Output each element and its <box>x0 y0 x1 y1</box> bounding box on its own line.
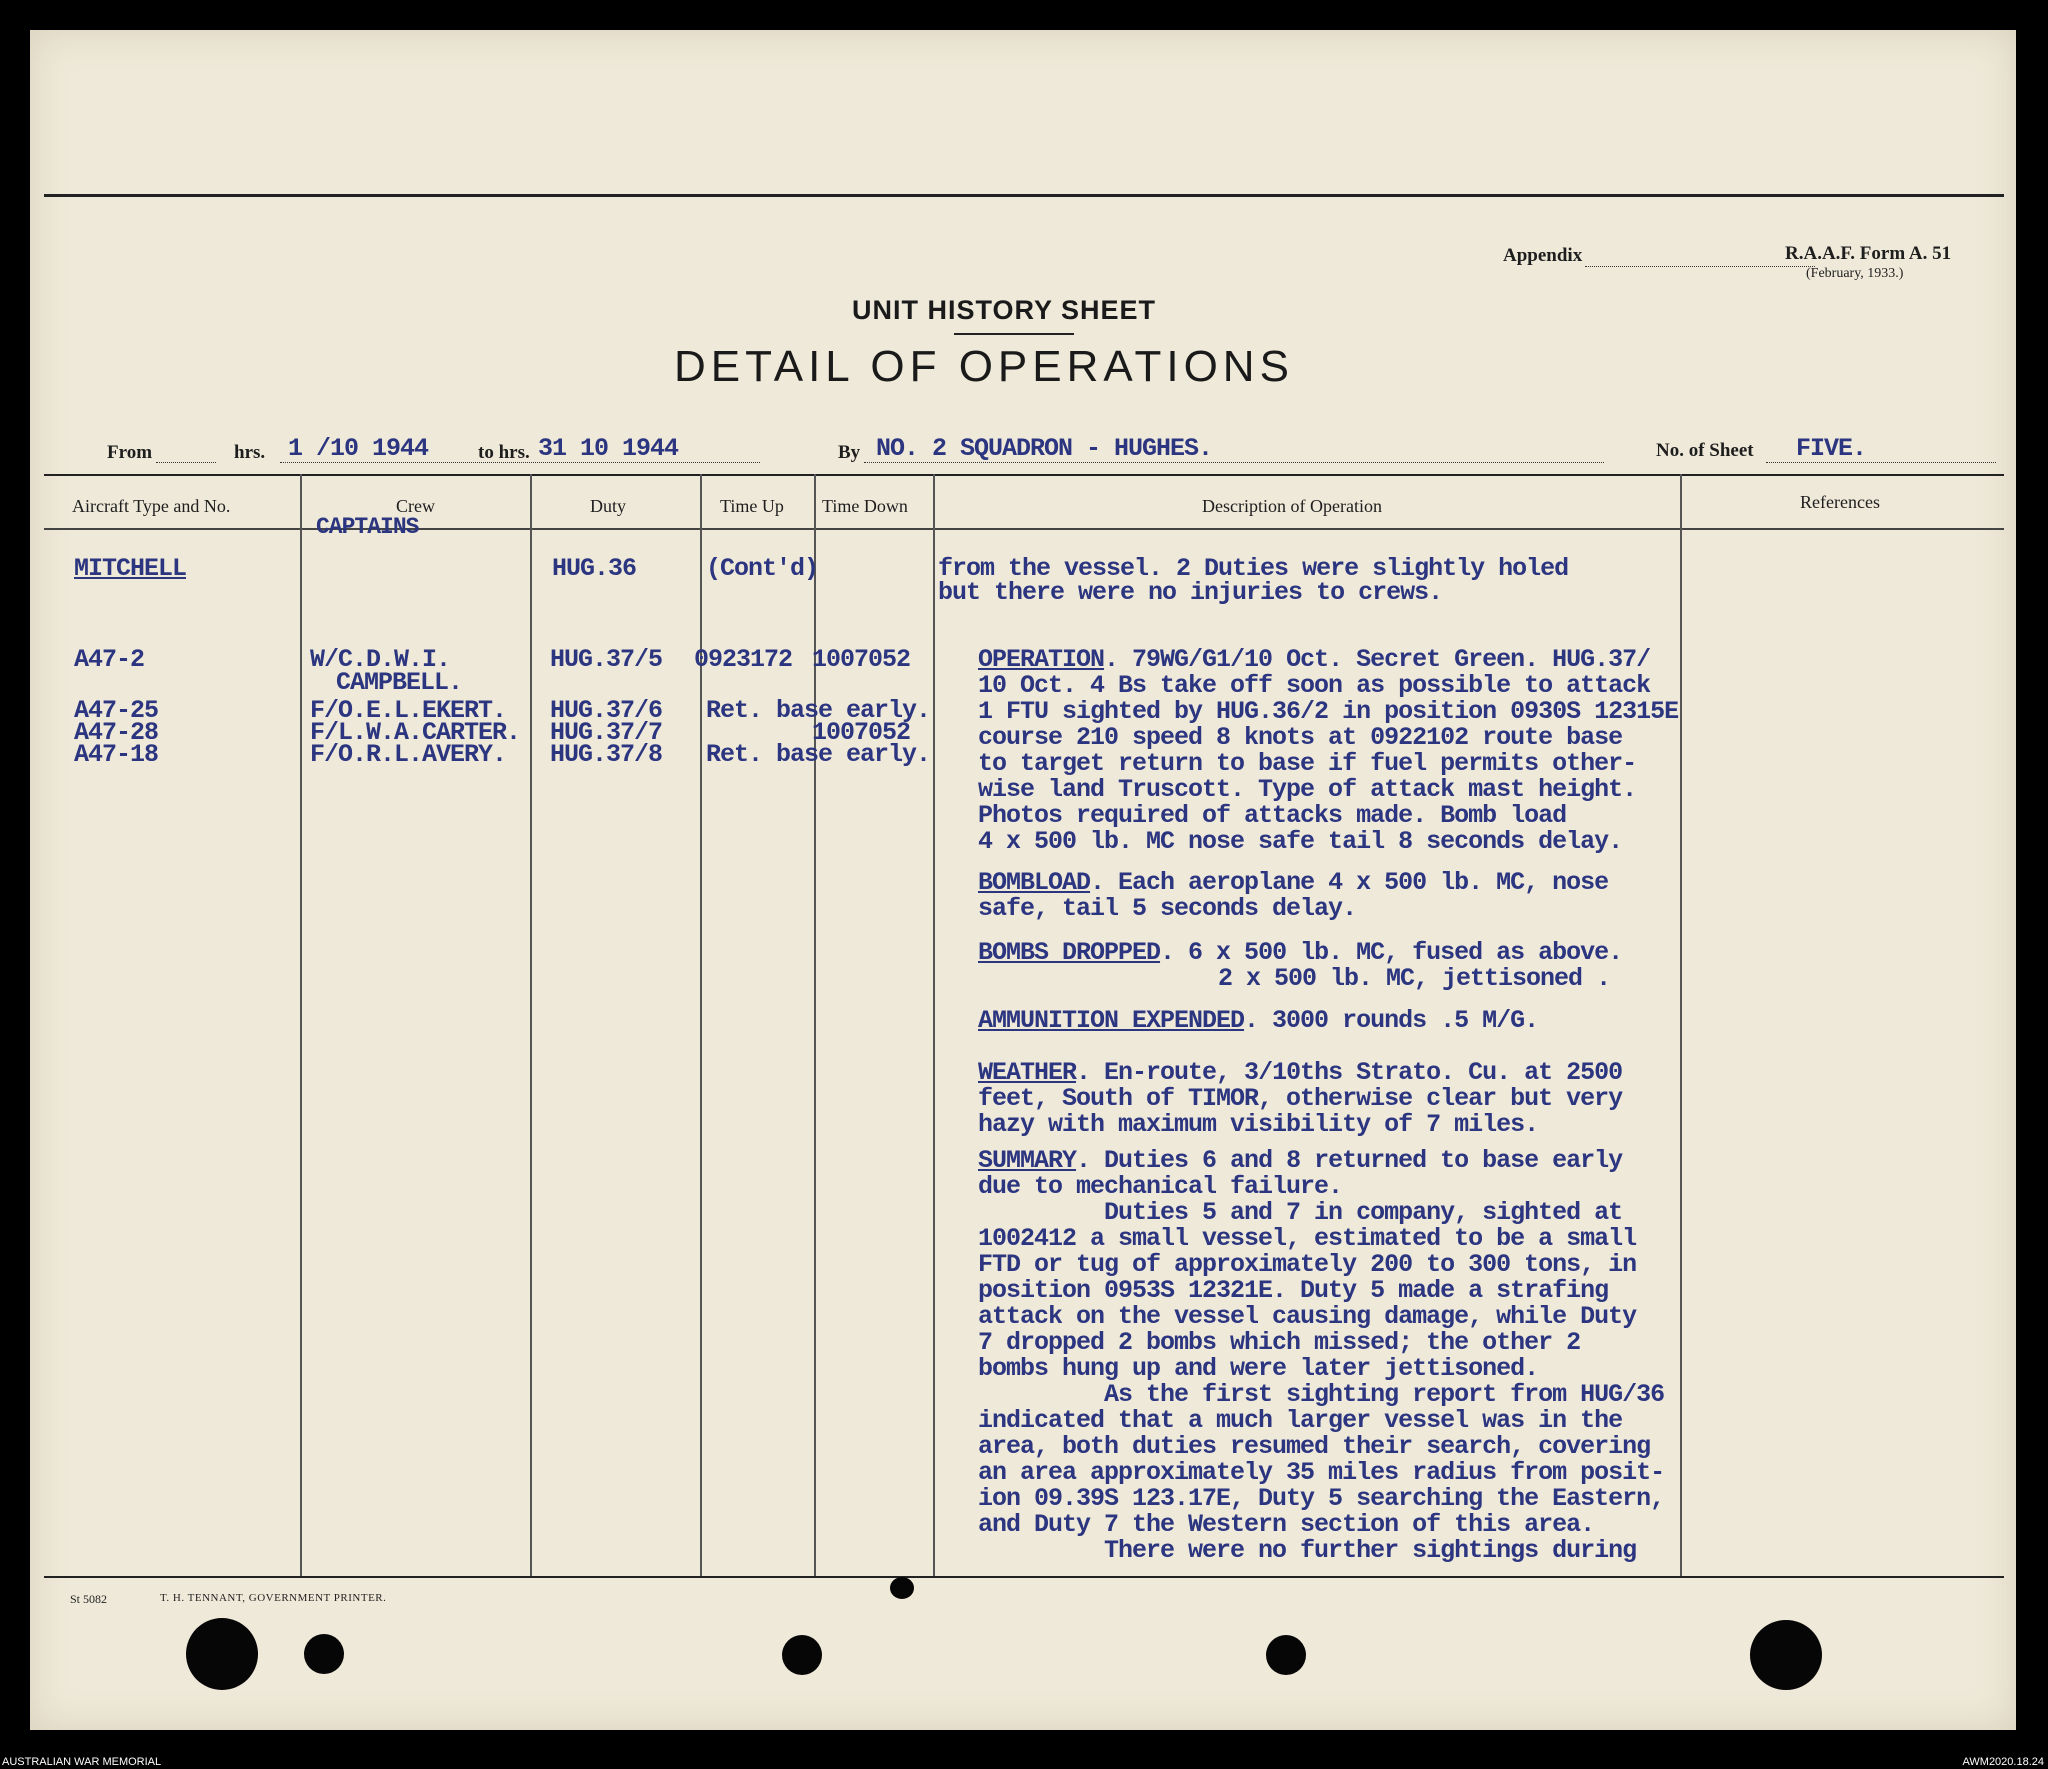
printer-line: T. H. TENNANT, GOVERNMENT PRINTER. <box>160 1592 387 1604</box>
row-a2-time-up: Ret. base early. <box>706 696 931 725</box>
row-a4-crew: F/O.R.L.AVERY. <box>310 740 507 769</box>
punch-hole <box>304 1634 344 1674</box>
title-divider <box>954 333 1074 335</box>
col-time-down: Time Down <box>822 496 908 516</box>
summary-line: bombs hung up and were later jettisoned. <box>978 1354 1539 1383</box>
row-a1-duty: HUG.37/5 <box>550 645 663 674</box>
summary-line: attack on the vessel causing damage, while Duty <box>978 1302 1637 1331</box>
col-divider-1 <box>300 474 302 1576</box>
punch-hole <box>782 1635 822 1675</box>
operation-heading: OPERATION <box>978 645 1105 674</box>
summary-line: an area approximately 35 miles radius from posit- <box>978 1458 1665 1487</box>
operation-line: . 79WG/G1/10 Oct. Secret Green. HUG.37/ <box>1104 645 1651 674</box>
appendix-line <box>1585 266 1815 267</box>
row-a4-time-up: Ret. base early. <box>706 740 931 769</box>
col-aircraft: Aircraft Type and No. <box>72 496 231 516</box>
col-divider-6 <box>1680 474 1682 1576</box>
operation-line: to target return to base if fuel permits other- <box>978 749 1637 778</box>
summary-heading: SUMMARY <box>978 1146 1077 1175</box>
summary-block <box>978 1148 1664 1564</box>
row-mitchell-duty: HUG.36 <box>552 554 637 583</box>
summary-line: due to mechanical failure. <box>978 1172 1343 1201</box>
operation-line: wise land Truscott. Type of attack mast height. <box>978 775 1637 804</box>
weather-heading: WEATHER <box>978 1058 1077 1087</box>
punch-hole <box>890 1577 914 1599</box>
date-line <box>280 462 760 463</box>
archive-credit-right: AWM2020.18.24 <box>1962 1756 2044 1768</box>
page-subtitle: DETAIL OF OPERATIONS <box>674 342 1294 391</box>
summary-line: area, both duties resumed their search, covering <box>978 1432 1651 1461</box>
ammunition-line: . 3000 rounds .5 M/G. <box>1244 1006 1539 1035</box>
col-crew: Crew <box>396 496 435 516</box>
row-a3-time-down: 1007052 <box>812 718 911 747</box>
summary-line: 1002412 a small vessel, estimated to be a small <box>978 1224 1637 1253</box>
row-a3-crew: F/L.W.A.CARTER. <box>310 718 521 747</box>
operation-line: Photos required of attacks made. Bomb load <box>978 801 1567 830</box>
by-value: NO. 2 SQUADRON - HUGHES. <box>876 434 1213 463</box>
ammunition-block <box>978 1008 1538 1034</box>
form-date: (February, 1933.) <box>1806 266 1904 281</box>
row-a1-aircraft: A47-2 <box>74 645 145 674</box>
sheet-value: FIVE. <box>1796 434 1867 463</box>
summary-line: indicated that a much larger vessel was in the <box>978 1406 1623 1435</box>
punch-hole <box>1266 1635 1306 1675</box>
summary-line: There were no further sightings during <box>978 1536 1637 1565</box>
row-a1-time-up: 0923172 <box>694 645 793 674</box>
desc-cont-line-2: but there were no injuries to crews. <box>938 578 1443 607</box>
row-mitchell-time-up: (Cont'd) <box>706 554 819 583</box>
summary-line: ion 09.39S 123.17E, Duty 5 searching the Eastern, <box>978 1484 1665 1513</box>
row-a3-duty: HUG.37/7 <box>550 718 663 747</box>
summary-line: . Duties 6 and 8 returned to base early <box>1076 1146 1623 1175</box>
from-label: From <box>107 442 153 463</box>
sheet-label: No. of Sheet <box>1656 440 1754 461</box>
row-a2-crew: F/O.E.L.EKERT. <box>310 696 507 725</box>
operation-line: 4 x 500 lb. MC nose safe tail 8 seconds delay. <box>978 827 1623 856</box>
form-number: R.A.A.F. Form A. 51 <box>1785 243 1952 264</box>
punch-hole <box>1750 1620 1822 1690</box>
row-a1-crew2: CAMPBELL. <box>336 668 463 697</box>
operation-block <box>978 647 1678 855</box>
weather-block <box>978 1060 1622 1138</box>
row-a1-time-down: 1007052 <box>812 645 911 674</box>
col-references: References <box>1800 492 1880 512</box>
by-line <box>864 462 1604 463</box>
row-mitchell-aircraft: MITCHELL <box>74 554 187 583</box>
bombs-dropped-line: . 6 x 500 lb. MC, fused as above. <box>1160 938 1623 967</box>
bombload-heading: BOMBLOAD <box>978 868 1091 897</box>
page-title: UNIT HISTORY SHEET <box>852 295 1157 325</box>
by-label: By <box>838 442 861 463</box>
col-duty: Duty <box>590 496 626 516</box>
table-top-rule <box>44 474 2004 476</box>
from-line <box>156 462 216 463</box>
summary-line: FTD or tug of approximately 200 to 300 tons, in <box>978 1250 1637 1279</box>
row-a4-duty: HUG.37/8 <box>550 740 663 769</box>
summary-line: As the first sighting report from HUG/36 <box>978 1380 1665 1409</box>
summary-line: position 0953S 12321E. Duty 5 made a strafing <box>978 1276 1609 1305</box>
bombs-dropped-block <box>978 940 1622 992</box>
sheet-line <box>1766 462 1996 463</box>
operation-line: course 210 speed 8 knots at 0922102 route base <box>978 723 1623 752</box>
col-divider-4 <box>814 474 816 1576</box>
col-divider-5 <box>933 474 935 1576</box>
weather-line: feet, South of TIMOR, otherwise clear but very <box>978 1084 1623 1113</box>
operation-line: 10 Oct. 4 Bs take off soon as possible to attack <box>978 671 1651 700</box>
col-description: Description of Operation <box>1202 496 1382 516</box>
row-a1-crew: W/C.D.W.I. <box>310 645 451 674</box>
ammunition-heading: AMMUNITION EXPENDED <box>978 1006 1245 1035</box>
summary-line: Duties 5 and 7 in company, sighted at <box>978 1198 1623 1227</box>
col-divider-2 <box>530 474 532 1576</box>
to-date: 31 10 1944 <box>538 434 679 463</box>
summary-line: and Duty 7 the Western section of this area. <box>978 1510 1595 1539</box>
stock-number: St 5082 <box>70 1592 108 1606</box>
bombs-dropped-heading: BOMBS DROPPED <box>978 938 1161 967</box>
weather-line: . En-route, 3/10ths Strato. Cu. at 2500 <box>1076 1058 1623 1087</box>
form-sheet <box>30 30 2016 1730</box>
row-a3-aircraft: A47-28 <box>74 718 159 747</box>
row-a2-aircraft: A47-25 <box>74 696 159 725</box>
punch-hole <box>186 1618 258 1690</box>
col-divider-3 <box>700 474 702 1576</box>
col-crew-captains: CAPTAINS <box>316 514 419 540</box>
hrs-label: hrs. <box>234 442 266 463</box>
desc-cont-line-1: from the vessel. 2 Duties were slightly holed <box>938 554 1569 583</box>
weather-line: hazy with maximum visibility of 7 miles. <box>978 1110 1539 1139</box>
summary-line: 7 dropped 2 bombs which missed; the other 2 <box>978 1328 1581 1357</box>
to-label: to hrs. <box>478 442 530 463</box>
top-rule <box>44 194 2004 197</box>
bombload-line: safe, tail 5 seconds delay. <box>978 894 1357 923</box>
col-time-up: Time Up <box>720 496 784 516</box>
bombload-block <box>978 870 1608 922</box>
operation-line: 1 FTU sighted by HUG.36/2 in position 0930S 12315E <box>978 697 1679 726</box>
from-date: 1 /10 1944 <box>288 434 429 463</box>
bombs-dropped-line: 2 x 500 lb. MC, jettisoned . <box>1218 964 1611 993</box>
row-a4-aircraft: A47-18 <box>74 740 159 769</box>
appendix-label: Appendix <box>1503 245 1583 266</box>
table-bottom-rule <box>44 1576 2004 1578</box>
archive-credit-left: AUSTRALIAN WAR MEMORIAL <box>2 1756 162 1768</box>
bombload-line: . Each aeroplane 4 x 500 lb. MC, nose <box>1090 868 1609 897</box>
row-a2-duty: HUG.37/6 <box>550 696 663 725</box>
